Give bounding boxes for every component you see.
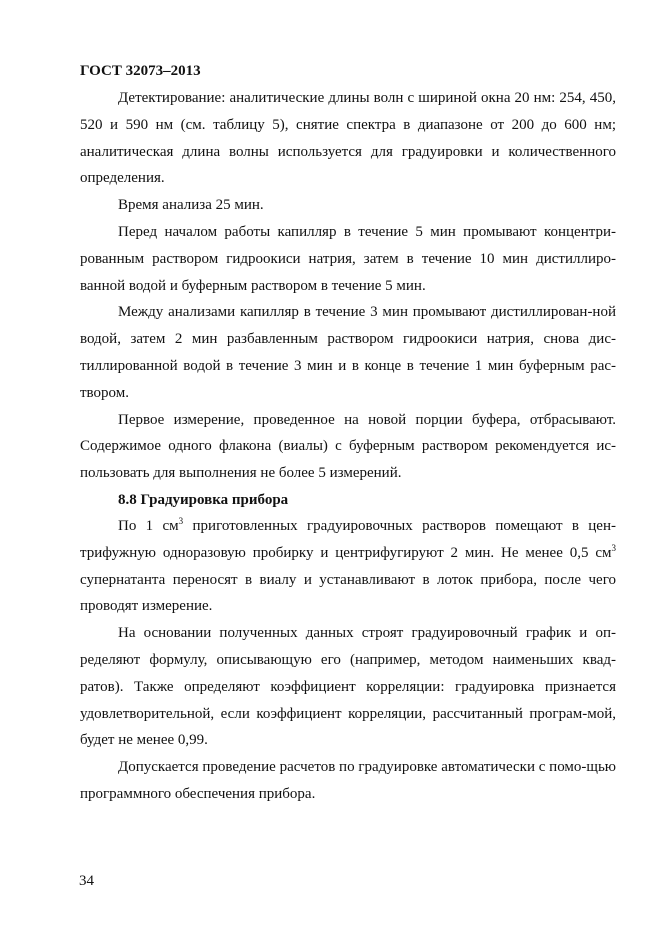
page-number: 34 [79, 873, 94, 889]
paragraph-calibration-graph: На основании полученных данных строят градуировочный график и оп-ределяют формулу, описывающую его (например, методом наименьших квад-ратов). Также определяют коэффициент корреляции: градуировка признается удовлетворительной, если коэффициент корреляции, рассчитанный програм-мой, будет не менее 0,99. [80, 625, 616, 749]
paragraph-calibration-part-3: супернатанта переносят в виалу и устанавливают в лоток прибора, после чего проводят измерение. [80, 571, 616, 615]
paragraph-detection: Детектирование: аналитические длины волн с шириной окна 20 нм: 254, 450, 520 и 590 нм (см. таблицу 5), снятие спектра в диапазоне от 200 до 600 нм; аналитическая длина волны используется для градуировки и количественного определения. [80, 90, 616, 187]
section-heading: 8.8 Градуировка прибора [118, 491, 289, 508]
superscript-3-second: 3 [611, 542, 616, 553]
paragraph-automatic-calculation: Допускается проведение расчетов по градуировке автоматически с помо-щью программного обеспечения прибора. [80, 759, 616, 802]
paragraph-capillary-preparation: Перед началом работы капилляр в течение 5 мин промывают концентри-рованным раствором гидроокиси натрия, затем в течение 10 мин дистиллиро-ванной водой и буферным раствором в течение 5 мин. [80, 223, 616, 294]
document-header: ГОСТ 32073–2013 [80, 63, 201, 79]
paragraph-analysis-time: Время анализа 25 мин. [118, 197, 264, 214]
paragraph-between-analyses: Между анализами капилляр в течение 3 мин промывают дистиллирован-ной водой, затем 2 мин разбавленным раствором гидроокиси натрия, снова дис-тиллированной водой в течение 3 мин и в конце в течение 1 мин буферным рас-твором. [80, 304, 616, 401]
paragraph-calibration-procedure [80, 513, 616, 620]
paragraph-first-measurement: Первое измерение, проведенное на новой порции буфера, отбрасывают. Содержимое одного флакона (виалы) с буферным раствором рекомендуется ис-пользовать для выполнения не более 5 измерений. [80, 411, 616, 482]
paragraph-calibration-part-2: приготовленных градуировочных растворов помещают в цен-трифужную одноразовую пробирку и центрифугируют 2 мин. Не менее 0,5 см [80, 517, 616, 561]
superscript-3-first: 3 [178, 515, 184, 526]
paragraph-calibration-part-1: По 1 см [118, 517, 179, 534]
document-body [80, 85, 616, 808]
